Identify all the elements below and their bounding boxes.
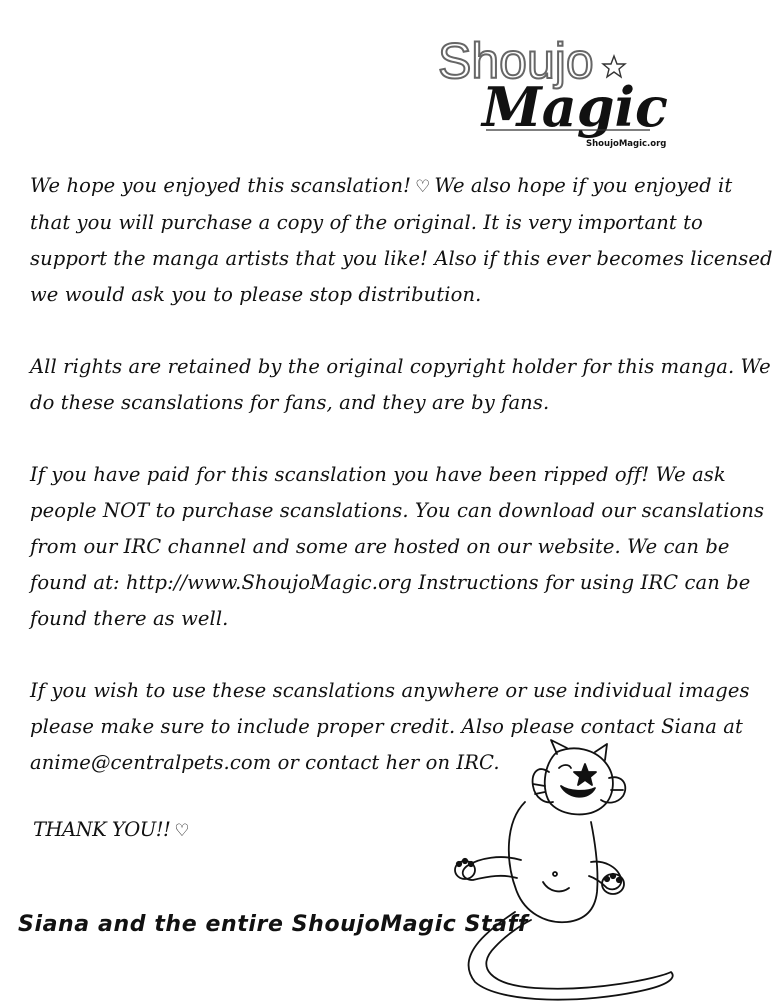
logo-star-icon — [603, 56, 625, 77]
logo-graphic — [436, 28, 668, 158]
paragraph-rights — [30, 349, 771, 421]
paragraph-line: from our IRC channel and some are hosted on our website. We can be — [30, 535, 730, 558]
logo-main-word: Magic — [482, 75, 668, 139]
heart-icon: ♡ — [174, 821, 190, 841]
paragraph-line: All rights are retained by the original copyright holder for this manga. We — [30, 355, 771, 378]
paragraph-line: we would ask you to please stop distribution. — [30, 283, 482, 306]
paragraph-line: found there as well. — [30, 607, 229, 630]
paragraph-line: If you have paid for this scanslation you have been ripped off! We ask — [30, 463, 726, 486]
thank-you-note: THANK YOU!! ♡ — [33, 818, 190, 841]
paragraph-line: If you wish to use these scanslations anywhere or use individual images — [30, 679, 750, 702]
logo-top-word: Shoujo — [438, 33, 594, 89]
heart-icon: ♡ — [415, 177, 431, 197]
paragraph-line: anime@centralpets.com or contact her on IRC. — [30, 751, 500, 774]
paragraph-paid — [30, 457, 765, 637]
paragraph-line: people NOT to purchase scanslations. You can download our scanslations — [30, 499, 765, 522]
staff-signature: Siana and the entire ShoujoMagic Staff — [18, 912, 528, 937]
paragraph-line: do these scanslations for fans, and they are by fans. — [30, 391, 550, 414]
letter-body — [30, 168, 773, 817]
paragraph-line: please make sure to include proper credit. Also please contact Siana at — [30, 715, 743, 738]
paragraph-line: We hope you enjoyed this scanslation! ♡ We also hope if you enjoyed it — [30, 168, 670, 205]
paragraph-line: that you will purchase a copy of the original. It is very important to — [30, 211, 703, 234]
paragraph-line: found at: http://www.ShoujoMagic.org Instructions for using IRC can be — [30, 571, 751, 594]
cartoon-cat-lounging-icon — [445, 742, 685, 1004]
shoujomagic-logo — [436, 28, 668, 158]
paragraph-line: support the manga artists that you like! Also if this ever becomes licensed — [30, 247, 773, 270]
paragraph-enjoyed — [30, 168, 773, 313]
logo-url: ShoujoMagic.org — [586, 139, 667, 149]
